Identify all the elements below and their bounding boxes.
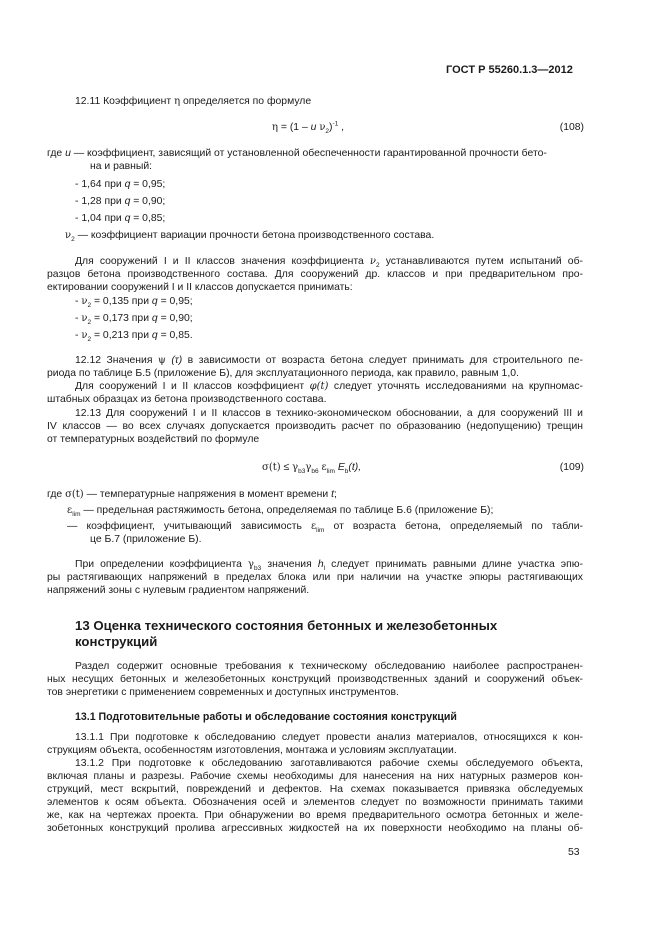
nu2-definition: $\nu_2$ — коэффициент вариации прочности бетона производственного состава. <box>65 230 435 244</box>
clause-12-11-para-line2: разцов бетона производственного состава. Для сооружений др. классов и при предварительном про- <box>47 269 583 280</box>
section-13-intro-line2: ных несущих бетонных и железобетонных конструкций производственных зданий и сооружений объек- <box>47 674 583 685</box>
nu-value-1: - $\nu_2 = 0,135$ при q = 0,95; <box>75 296 193 310</box>
clause-12-12-line3: Для сооружений I и II классов коэффициент φ(t) следует уточнять исследованиями на крупномас- <box>75 381 583 392</box>
phi-definition-line2: це Б.7 (приложение Б). <box>90 534 202 545</box>
clause-13-1-1-line1: 13.1.1 При подготовке к обследованию следует провести анализ материалов, относящихся к кон- <box>75 732 583 743</box>
equation-number-109: (109) <box>559 462 584 473</box>
nu-value-3: - $\nu_2 = 0,213$ при q = 0,85. <box>75 330 193 344</box>
section-13-heading-line1: 13 Оценка технического состояния бетонных и железобетонных <box>75 618 498 633</box>
u-value-3: - 1,04 при q = 0,85; <box>75 213 166 224</box>
document-header: ГОСТ Р 55260.1.3—2012 <box>446 64 573 76</box>
clause-12-13-para-line3: напряжений зоны с нулевым градиентом напряжений. <box>47 585 310 596</box>
clause-12-11-para-line3: ектировании сооружений I и II классов допускается принимать: <box>47 282 353 293</box>
clause-12-13-line1: 12.13 Для сооружений I и II классов в технико-экономическом обосновании, а для сооружений III и <box>75 408 583 419</box>
clause-13-1-2-line4: элементов к осям объекта. Обозначения осей и элементов следует по возможности принимать такими <box>47 797 583 808</box>
clause-12-12-line1: 12.12 Значения ψ (τ) в зависимости от возраста бетона следует принимать для строительного пе- <box>75 355 584 366</box>
clause-12-12-line2: риода по таблице Б.5 (приложение Б), для эксплуатационного периода, как правило, равным 1,0. <box>47 368 519 379</box>
formula-108: η = (1 – u $\nu_2)^{-1}$ , <box>272 120 345 136</box>
clause-12-13-para-line1: При определении коэффициента $\gamma_{b3}$ значения $h_l$ следует принимать равными длине участка эпю- <box>75 559 583 573</box>
u-definition-line2: на и равный: <box>90 161 153 172</box>
clause-13-1-2-line2: включая планы и разрезы. Рабочие схемы необходимы для нанесения на них натурных размеров кон- <box>47 771 583 782</box>
clause-13-1-2-line6: зобетонных конструкций пролива агрессивных жидкостей на их поверхности необходимо на планы об- <box>47 823 583 834</box>
clause-13-1-2-line1: 13.1.2 При подготовке к обследованию заготавливаются рабочие схемы обследуемого объекта, <box>75 758 583 769</box>
phi-definition-line1: — коэффициент, учитывающий зависимость $\varepsilon_{lim}$ от возраста бетона, определяемый по табли- <box>67 521 584 535</box>
sigma-definition: где σ(t) — температурные напряжения в момент времени t; <box>47 489 337 500</box>
nu-value-2: - $\nu_2 = 0,173$ при q = 0,90; <box>75 313 193 327</box>
clause-13-1-2-line3: струкций, мест вскрытий, повреждений и дефектов. На схемах показывается привязка обследуемых <box>47 784 583 795</box>
equation-number-108: (108) <box>559 122 584 133</box>
u-value-1: - 1,64 при q = 0,95; <box>75 179 166 190</box>
eps-definition: $\varepsilon_{lim}$ — предельная растяжимость бетона, определяемая по таблице Б.6 (приложение Б); <box>67 505 494 519</box>
formula-109: $\sigma(t) \le \gamma_{b3}\gamma_{b6}$ $\varepsilon_{lim}$ $E_b(t)$, <box>262 462 362 476</box>
u-value-2: - 1,28 при q = 0,90; <box>75 196 166 207</box>
clause-12-13-line3: от температурных воздействий по формуле <box>47 434 260 445</box>
clause-12-12-line4: штабных образцах из бетона производственного состава. <box>47 394 327 405</box>
page-number: 53 <box>568 847 580 858</box>
clause-12-11-para-line1: Для сооружений I и II классов значения коэффициента $\nu_2$ устанавливаются путем испытаний об- <box>75 256 583 270</box>
clause-13-1-1-line2: струкциям объекта, особенностям изготовления, монтажа и условиям эксплуатации. <box>47 745 457 756</box>
clause-12-13-line2: IV классов — во всех случаях допускается производить расчет по образованию (недопущению) трещин <box>47 421 583 432</box>
section-13-heading-line2: конструкций <box>75 634 158 649</box>
u-definition-line1: где u — коэффициент, зависящий от установленной обеспеченности гарантированной прочности бето- <box>47 148 547 159</box>
clause-13-1-2-line5: же, как на чертежах проекта. При обнаружении во время предварительного осмотра бетонных и желе- <box>47 810 583 821</box>
section-13-intro-line1: Раздел содержит основные требования к техническому обследованию наиболее распространен- <box>75 661 583 672</box>
clause-12-13-para-line2: ры растягивающих напряжений в пределах блока или при наличии на участке эпюры растягивающих <box>47 572 583 583</box>
subsection-13-1-heading: 13.1 Подготовительные работы и обследование состояния конструкций <box>75 711 457 723</box>
clause-12-11-intro: 12.11 Коэффициент η определяется по формуле <box>75 96 312 107</box>
section-13-intro-line3: тов энергетики с применением современных и доступных инструментов. <box>47 687 399 698</box>
